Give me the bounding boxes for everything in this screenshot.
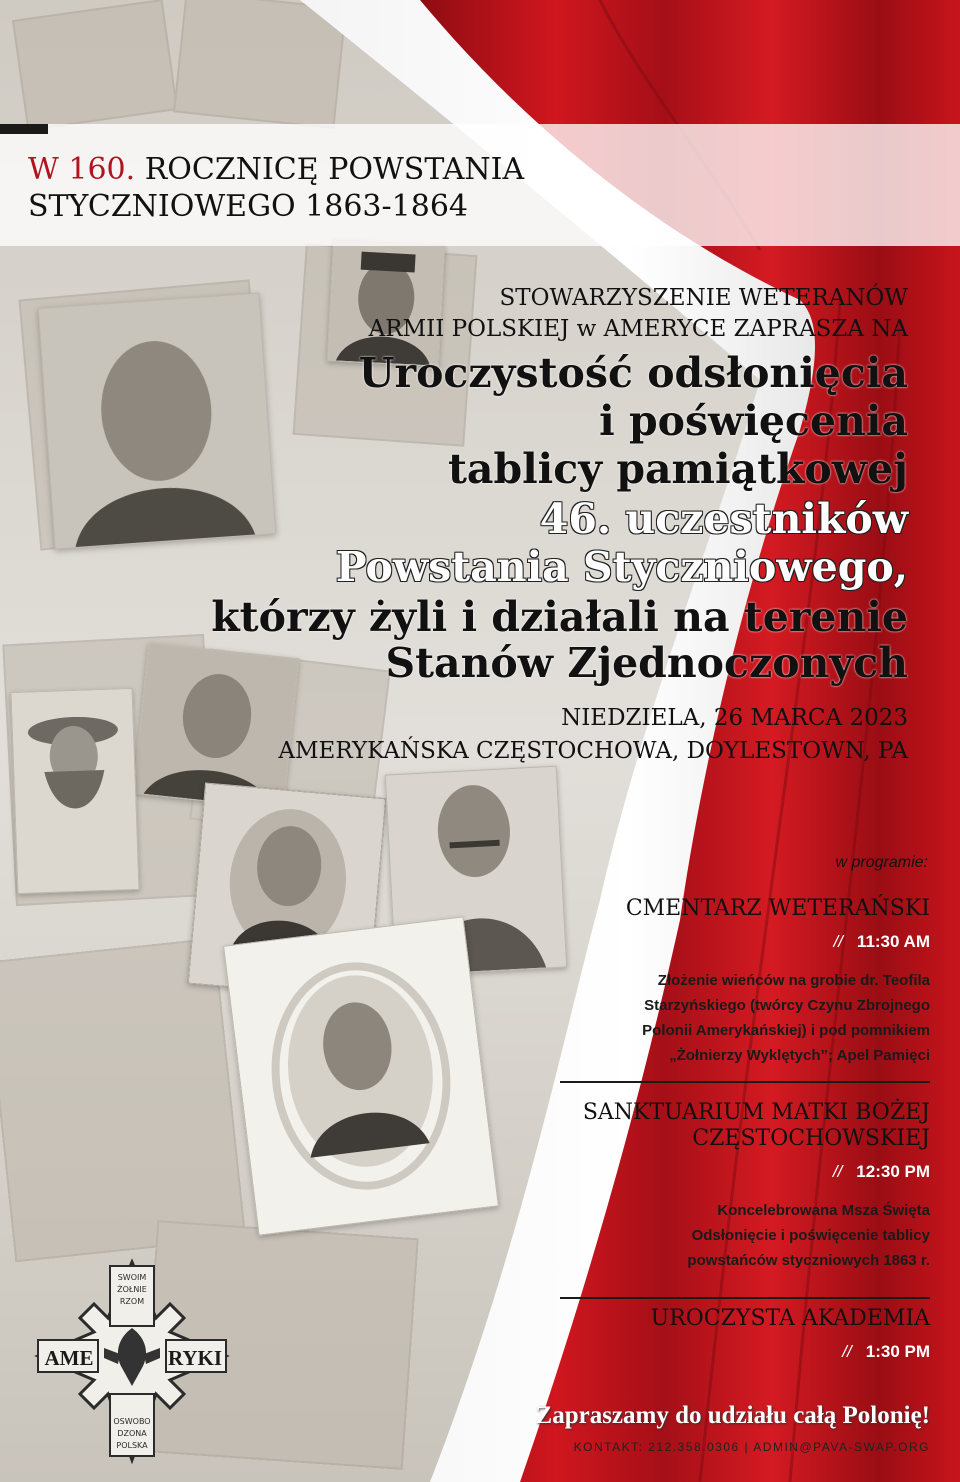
program-item-sanctuary-title-1: SANKTUARIUM MATKI BOŻEJ xyxy=(582,1100,930,1125)
time-separator: // xyxy=(832,1162,843,1181)
program-divider xyxy=(560,1297,930,1299)
svg-text:POLSKA: POLSKA xyxy=(116,1441,148,1450)
program-item-cemetery-title: CMENTARZ WETERAŃSKI xyxy=(625,896,930,921)
event-date: NIEDZIELA, 26 MARCA 2023 xyxy=(561,705,908,731)
program-item-sanctuary-title-2: CZĘSTOCHOWSKIEJ xyxy=(692,1126,930,1151)
program-item-cemetery-desc-1: Złożenie wieńców na grobie dr. Teofila xyxy=(657,972,930,989)
program-item-sanctuary-desc-3: powstańców styczniowych 1863 r. xyxy=(687,1252,930,1269)
program-item-cemetery-time xyxy=(833,932,930,952)
program-item-sanctuary-desc-1: Koncelebrowana Msza Święta xyxy=(717,1202,930,1219)
svg-text:ŻOŁNIE: ŻOŁNIE xyxy=(117,1285,147,1294)
program-intro: w programie: xyxy=(835,854,928,871)
event-place: AMERYKAŃSKA CZĘSTOCHOWA, DOYLESTOWN, PA xyxy=(278,738,908,764)
header-accent-bar xyxy=(0,124,48,134)
time-value: 12:30 PM xyxy=(856,1162,930,1181)
portrait-photo-framed-gentleman xyxy=(223,916,499,1235)
anniversary-number: W 160. xyxy=(28,152,136,187)
portrait-photo-officer xyxy=(327,239,445,367)
headline-line7: Stanów Zjednoczonych xyxy=(385,639,908,687)
anniversary-title-line2: STYCZNIOWEGO 1863-1864 xyxy=(28,189,468,224)
time-separator: // xyxy=(842,1342,852,1361)
closing-invitation: Zapraszamy do udziału całą Polonię! xyxy=(535,1402,930,1429)
program-item-cemetery-desc-4: „Żołnierzy Wyklętych”; Apel Pamięci xyxy=(669,1047,930,1064)
program-item-sanctuary-desc-2: Odsłonięcie i poświęcenie tablicy xyxy=(691,1227,930,1244)
anniversary-text: ROCZNICĘ POWSTANIA xyxy=(144,152,525,187)
headline-line5: Powstania Styczniowego, xyxy=(335,543,908,591)
svg-text:DZONA: DZONA xyxy=(117,1429,147,1438)
portrait-photo-priest xyxy=(38,293,276,550)
time-separator: // xyxy=(833,932,843,951)
headline-line2: i poświęcenia xyxy=(599,397,908,445)
svg-text:RZOM: RZOM xyxy=(119,1297,145,1306)
headline-line6: którzy żyli i działali na terenie xyxy=(211,593,908,641)
program-divider xyxy=(560,1081,930,1083)
organizer-line2: ARMII POLSKIEJ w AMERYCE ZAPRASZA NA xyxy=(368,316,908,342)
svg-text:OSWOBO: OSWOBO xyxy=(113,1417,151,1426)
anniversary-title-line1 xyxy=(28,152,524,188)
sketch-photo-bearded-man xyxy=(11,688,140,894)
contact-info: KONTAKT: 212.358.0306 | ADMIN@PAVA-SWAP.ORG xyxy=(573,1440,930,1454)
program-item-cemetery-desc-3: Polonii Amerykańskiej) i pod pomnikiem xyxy=(642,1022,930,1039)
svg-text:SWOIM: SWOIM xyxy=(117,1273,147,1282)
program-item-academy-time xyxy=(842,1342,930,1362)
organizer-line1: STOWARZYSZENIE WETERANÓW xyxy=(499,285,908,311)
program-item-cemetery-desc-2: Starzyńskiego (twórcy Czynu Zbrojnego xyxy=(644,997,930,1014)
logo-text-left: AME xyxy=(44,1346,94,1370)
time-value: 11:30 AM xyxy=(856,932,930,951)
headline-line3: tablicy pamiątkowej xyxy=(447,445,908,493)
program-item-academy-title: UROCZYSTA AKADEMIA xyxy=(650,1306,930,1331)
time-value: 1:30 PM xyxy=(865,1342,930,1361)
headline-line1: Uroczystość odsłonięcia xyxy=(358,349,908,397)
logo-text-right: RYKI xyxy=(167,1346,223,1370)
headline-line4: 46. uczestników xyxy=(539,495,908,543)
program-item-sanctuary-time xyxy=(833,1162,930,1182)
